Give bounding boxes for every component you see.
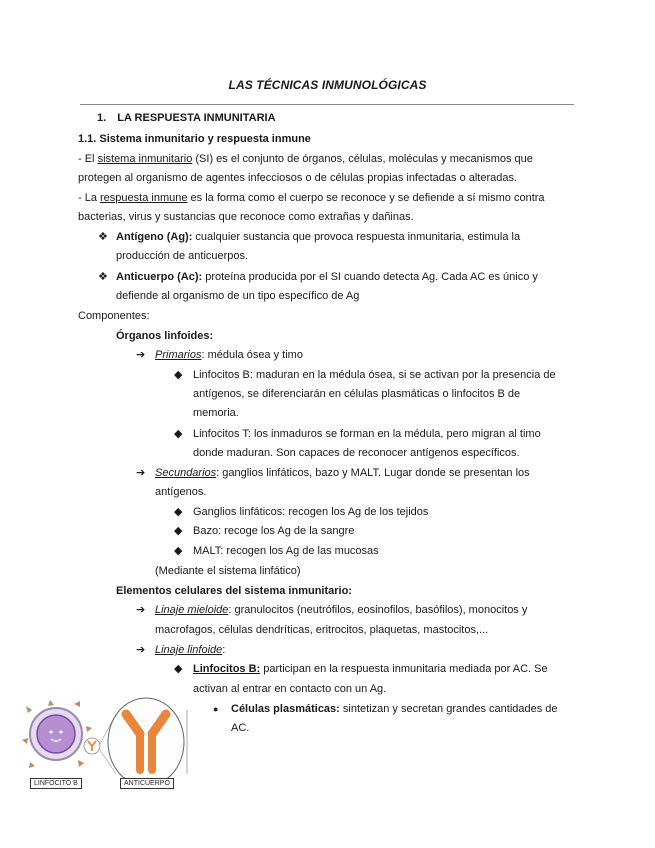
linfocitos-t-line1: Linfocitos T: los inmaduros se forman en la médula, pero migran al timo — [193, 428, 541, 440]
linfocitos-b-line2: antígenos, se diferenciarán en células plasmáticas o linfocitos B de — [193, 388, 521, 400]
secundarios-text: : ganglios linfáticos, bazo y MALT. Lugar donde se presentan los — [216, 467, 530, 479]
componentes-label: Componentes: — [78, 310, 150, 322]
linfoide-text: : — [222, 644, 226, 656]
para2-rest: es la forma como el cuerpo se reconoce y se defiende a sí mismo contra — [187, 192, 545, 204]
para2-term: respuesta inmune — [100, 192, 188, 204]
primarios-term: Primarios — [155, 349, 202, 361]
diamond-bullet-icon: ◆ — [174, 506, 183, 518]
secundarios-line2: antígenos. — [155, 486, 207, 498]
b-cell-antibody-illustration — [16, 696, 192, 796]
organos-heading: Órganos linfoides: — [116, 330, 214, 342]
arrow-right-icon: ➔ — [136, 644, 146, 656]
dot-bullet-icon: ● — [213, 704, 219, 714]
label-linfocito-b: LINFOCITO B — [30, 778, 82, 789]
section-title: LA RESPUESTA INMUNITARIA — [117, 112, 276, 124]
antigeno-line2: producción de anticuerpos. — [116, 250, 249, 262]
secundarios-line1 — [155, 466, 530, 480]
secundarios-term: Secundarios — [155, 467, 217, 479]
anticuerpo-term: Anticuerpo (Ac): — [116, 271, 203, 283]
diamond-bullet-icon: ◆ — [174, 428, 183, 440]
mieloide-line1 — [155, 603, 527, 617]
lymphocyte-nucleus — [37, 715, 75, 753]
ganglios-line: Ganglios linfáticos: recogen los Ag de los tejidos — [193, 506, 429, 518]
mediante-line: (Mediante el sistema linfático) — [155, 565, 301, 577]
linfocitos-b2-term: Linfocitos B: — [193, 663, 261, 675]
para1-term: sistema inmunitario — [97, 153, 193, 165]
para2-line2: bacterias, virus y sustancias que reconoce como extrañas y dañinas. — [78, 211, 414, 223]
para1-line2: protegen al organismo de agentes infecciosos o de células propias infectadas o alteradas. — [78, 172, 518, 184]
plasmaticas-line2: AC. — [231, 722, 250, 734]
antibody-zoom-circle — [108, 698, 184, 786]
para1-prefix: - El — [78, 153, 98, 165]
linfocitos-b2-line1 — [193, 662, 548, 676]
malt-line: MALT: recogen los Ag de las mucosas — [193, 545, 379, 557]
plasmaticas-term: Células plasmáticas: — [231, 703, 340, 715]
linfocitos-b-line3: memoria. — [193, 407, 239, 419]
para2-prefix: - La — [78, 192, 101, 204]
para2-line1 — [78, 191, 545, 205]
diamond-bullet-icon: ◆ — [174, 525, 183, 537]
arrow-right-icon: ➔ — [136, 349, 146, 361]
diamond-star-bullet-icon: ❖ — [98, 271, 108, 283]
anticuerpo-line1 — [116, 270, 538, 284]
diamond-bullet-icon: ◆ — [174, 369, 183, 381]
small-antibody-icon — [84, 738, 100, 754]
mieloide-line2: macrofagos, células dendríticas, eritrocitos, plaquetas, mastocitos,... — [155, 624, 489, 636]
linfoide-term: Linaje linfoide — [155, 644, 223, 656]
section-number: 1. — [97, 112, 107, 124]
para1-rest: (SI) es el conjunto de órganos, células, moléculas y mecanismos que — [192, 153, 533, 165]
antigeno-text: cualquier sustancia que provoca respuesta inmunitaria, estimula la — [192, 231, 521, 243]
elementos-heading: Elementos celulares del sistema inmunitario: — [116, 585, 352, 597]
mieloide-term: Linaje mieloide — [155, 604, 229, 616]
linfocitos-t-line2: donde maduran. Son capaces de reconocer antígenos específicos. — [193, 447, 520, 459]
anticuerpo-line2: defiende al organismo de un tipo específico de Ag — [116, 290, 360, 302]
bazo-line: Bazo: recoge los Ag de la sangre — [193, 525, 355, 537]
subsection-heading: 1.1. Sistema inmunitario y respuesta inmune — [78, 133, 311, 145]
mieloide-text: : granulocitos (neutrófilos, eosinofilos, basófilos), monocitos y — [228, 604, 528, 616]
primarios-line — [155, 348, 303, 362]
title-divider — [80, 104, 574, 105]
linfocitos-b2-line2: activan al entrar en contacto con un Ag. — [193, 683, 387, 695]
arrow-right-icon: ➔ — [136, 467, 146, 479]
section-heading — [97, 111, 276, 125]
primarios-text: : médula ósea y timo — [201, 349, 303, 361]
diamond-bullet-icon: ◆ — [174, 545, 183, 557]
diamond-bullet-icon: ◆ — [174, 663, 183, 675]
diamond-star-bullet-icon: ❖ — [98, 231, 108, 243]
arrow-right-icon: ➔ — [136, 604, 146, 616]
anticuerpo-text: proteína producida por el SI cuando detecta Ag. Cada AC es único y — [202, 271, 538, 283]
label-anticuerpo: ANTICUERPO — [120, 778, 174, 789]
linfocitos-b2-text: participan en la respuesta inmunitaria mediada por AC. Se — [260, 663, 548, 675]
linfocitos-b-line1: Linfocitos B: maduran en la médula ósea, si se activan por la presencia de — [193, 369, 556, 381]
linfoide-line — [155, 643, 225, 657]
para1-line1 — [78, 152, 533, 166]
plasmaticas-text: sintetizan y secretan grandes cantidades de — [339, 703, 558, 715]
antigeno-term: Antígeno (Ag): — [116, 231, 193, 243]
antigeno-line1 — [116, 230, 520, 244]
plasmaticas-line1 — [231, 702, 558, 716]
document-title: LAS TÉCNICAS INMUNOLÓGICAS — [228, 78, 427, 92]
